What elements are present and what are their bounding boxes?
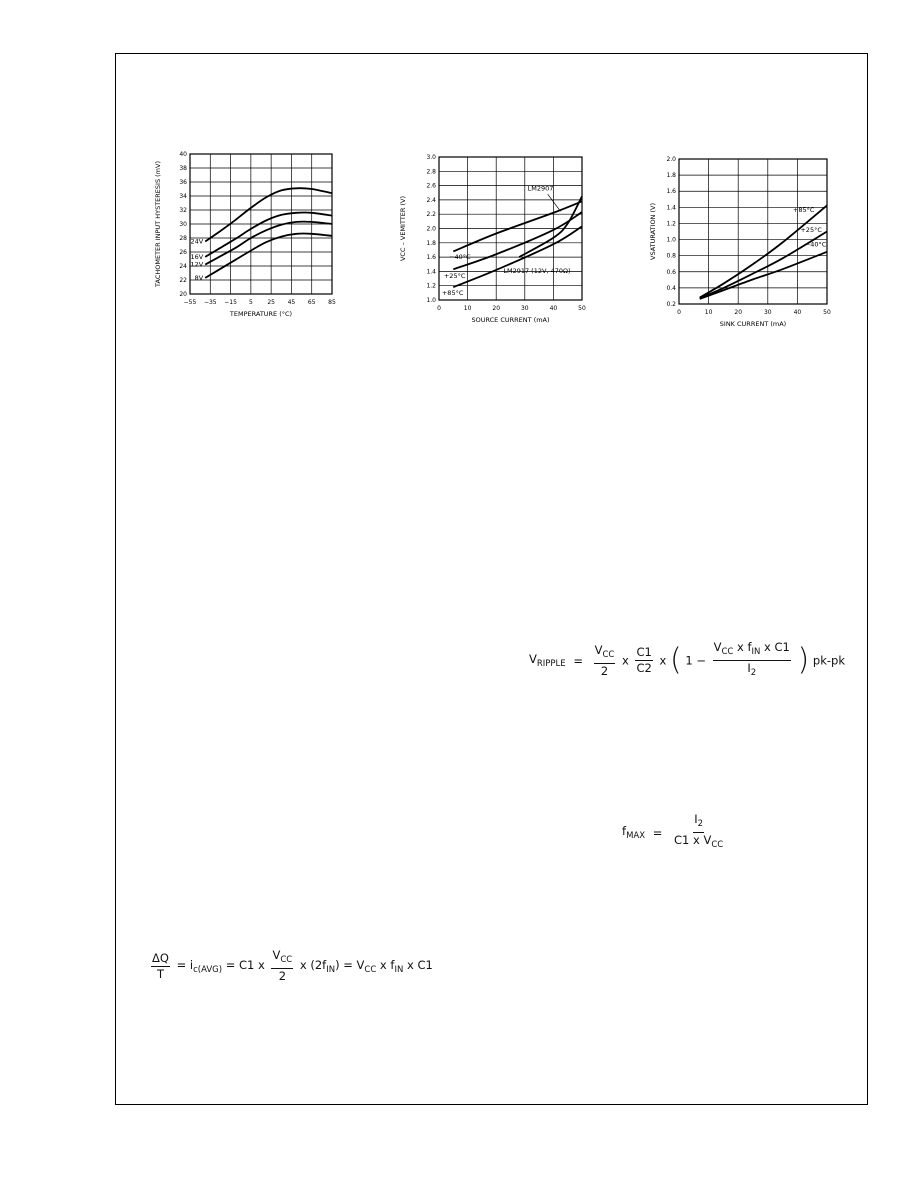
chart-annotation: +85°C — [792, 205, 815, 214]
y-tick-label: 2.2 — [426, 211, 436, 219]
y-tick-label: 3.0 — [426, 154, 436, 161]
y-axis-label: TACHOMETER INPUT HYSTERESIS (mV) — [154, 161, 162, 287]
y-tick-label: 36 — [179, 179, 187, 186]
x-tick-label: 65 — [307, 299, 316, 306]
x-tick-label: 25 — [267, 299, 275, 306]
x-tick-label: 10 — [463, 305, 472, 312]
x-tick-label: 20 — [492, 305, 501, 312]
y-axis-label: VCC – VEMITTER (V) — [399, 195, 407, 262]
charge-equation: $\frac{\Delta Q}{T}$ = $i_{c(AVG)} = C1$ x $V_{CC}$ 2 x $(2f_{IN}) = V_{CC}$ x $f_{IN}$ x C1 — [152, 948, 433, 983]
y-tick-label: 20 — [179, 291, 187, 298]
series-label: 8V — [194, 273, 204, 282]
y-tick-label: 30 — [179, 221, 187, 228]
hysteresis-vs-temperature-chart — [150, 148, 350, 328]
x-tick-label: 40 — [549, 305, 558, 312]
series-line — [205, 233, 332, 277]
y-tick-label: 28 — [179, 235, 187, 242]
y-tick-label: 0.4 — [666, 284, 676, 292]
chart-annotation: LM2917 (12V, 470Ω) — [503, 266, 571, 275]
chart-annotation: LM2907 — [527, 184, 554, 193]
x-tick-label: −35 — [203, 299, 217, 306]
y-tick-label: 0.2 — [666, 301, 676, 308]
series-label: 24V — [190, 237, 204, 246]
y-tick-label: 2.4 — [426, 196, 436, 204]
series-line — [700, 205, 827, 297]
y-tick-label: 2.8 — [426, 168, 436, 176]
x-tick-label: 0 — [437, 305, 441, 312]
y-tick-label: 38 — [179, 165, 187, 172]
y-tick-label: 22 — [179, 277, 187, 284]
series-line — [453, 226, 582, 287]
chart-annotation: +85°C — [441, 288, 464, 297]
chart-annotation: +25°C — [800, 226, 822, 235]
y-tick-label: 1.2 — [426, 282, 436, 290]
x-tick-label: 5 — [248, 299, 253, 306]
x-axis-label: SINK CURRENT (mA) — [719, 320, 787, 328]
x-tick-label: 20 — [734, 309, 743, 316]
y-tick-label: 1.0 — [426, 297, 436, 304]
fmax-equation: $f_{MAX}$ = $I_2$ C1 x $V_{CC}$ — [622, 812, 724, 850]
y-tick-label: 34 — [179, 193, 187, 200]
y-tick-label: 24 — [179, 263, 187, 270]
x-tick-label: 30 — [763, 309, 772, 316]
chart-annotation: −40°C — [449, 253, 471, 262]
chart-annotation: +25°C — [443, 271, 466, 280]
y-tick-label: 1.0 — [666, 236, 676, 244]
series-line — [453, 201, 582, 251]
y-tick-label: 1.4 — [426, 268, 436, 276]
annotation-leader-line — [548, 194, 561, 211]
series-line — [700, 252, 827, 299]
y-tick-label: 2.0 — [666, 156, 676, 163]
y-tick-label: 32 — [179, 207, 187, 214]
y-tick-label: 0.6 — [666, 268, 676, 276]
x-axis-label: SOURCE CURRENT (mA) — [471, 316, 550, 324]
x-tick-label: 10 — [704, 309, 713, 316]
y-axis-label: VSATURATION (V) — [649, 202, 657, 261]
y-tick-label: 1.6 — [666, 188, 676, 196]
x-tick-label: 40 — [793, 309, 802, 316]
series-label: 16V — [190, 252, 204, 261]
source-current-saturation-chart — [395, 150, 595, 335]
series-label: 12V — [190, 260, 204, 269]
x-tick-label: −55 — [183, 299, 197, 306]
x-tick-label: 45 — [287, 299, 296, 306]
y-tick-label: 1.8 — [426, 239, 436, 247]
y-tick-label: 0.8 — [666, 252, 676, 260]
x-axis-label: TEMPERATURE (°C) — [229, 310, 293, 318]
x-tick-label: 85 — [328, 299, 336, 306]
y-tick-label: 26 — [179, 249, 187, 256]
x-tick-label: 0 — [677, 309, 681, 316]
x-tick-label: 30 — [520, 305, 529, 312]
y-tick-label: 1.4 — [666, 204, 676, 212]
x-tick-label: 50 — [578, 305, 586, 312]
chart-annotation: −40°C — [804, 240, 827, 249]
y-tick-label: 1.6 — [426, 254, 436, 262]
y-tick-label: 2.0 — [426, 225, 436, 233]
y-tick-label: 40 — [179, 151, 187, 158]
y-tick-label: 1.8 — [666, 172, 676, 180]
x-tick-label: 50 — [823, 309, 831, 316]
ripple-equation: $V_{RIPPLE}$ = $V_{CC}$ 2 x $\frac{C1}{C2}$ x ( 1 − $V_{CC}$ x $f_{IN}$ x C1 $I_2$ ) pk-pk — [529, 640, 845, 678]
sink-current-saturation-chart — [645, 152, 845, 334]
x-tick-label: −15 — [224, 299, 237, 306]
y-tick-label: 2.6 — [426, 182, 436, 190]
y-tick-label: 1.2 — [666, 220, 676, 228]
